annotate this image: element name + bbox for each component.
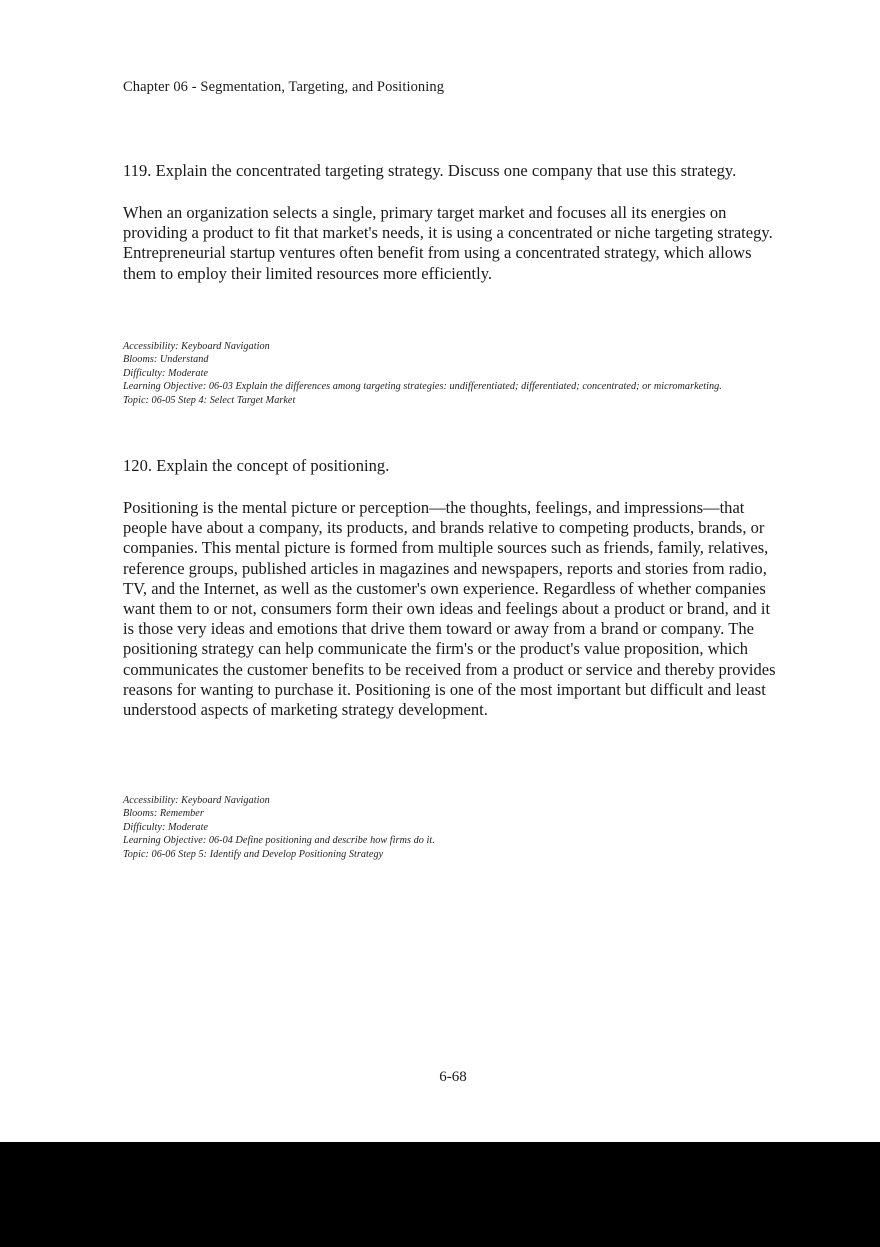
metadata-blooms: Blooms: Remember xyxy=(123,808,204,820)
metadata-blooms: Blooms: Understand xyxy=(123,354,209,366)
question-block-119 xyxy=(123,160,778,284)
metadata-topic: Topic: 06-06 Step 5: Identify and Develop Positioning Strategy xyxy=(123,848,384,860)
metadata-difficulty: Difficulty: Moderate xyxy=(123,821,209,833)
question-text: 119. Explain the concentrated targeting strategy. Discuss one company that use this strategy. xyxy=(123,161,737,180)
question-text: 120. Explain the concept of positioning. xyxy=(123,456,390,475)
page-number: 6-68 xyxy=(439,1069,467,1085)
metadata-block-120 xyxy=(123,794,763,861)
metadata-topic: Topic: 06-05 Step 4: Select Target Market xyxy=(123,394,296,406)
metadata-block-119 xyxy=(123,340,763,407)
answer-text: When an organization selects a single, primary target market and focuses all its energies on providing a product to fit that market's needs, it is using a concentrated or niche targeting strategy. Entrepreneurial startup ventures often benefit from using a concentrated strategy, which allows them to employ their limited resources more efficiently. xyxy=(123,203,773,283)
metadata-accessibility: Accessibility: Keyboard Navigation xyxy=(123,795,270,806)
metadata-difficulty: Difficulty: Moderate xyxy=(123,367,209,379)
metadata-accessibility: Accessibility: Keyboard Navigation xyxy=(123,341,270,352)
answer-text: Positioning is the mental picture or perception—the thoughts, feelings, and impressions—that people have about a company, its products, and brands relative to competing products, brands, or companies. This mental picture is formed from multiple sources such as friends, family, relatives, reference groups, published articles in magazines and newspapers, reports and stories from radio, TV, and the Internet, as well as the customer's own experience. Regardless of whether companies want them to or not, consumers form their own ideas and feelings about a product or brand, and it is those very ideas and emotions that drive them toward or away from a brand or company. The positioning strategy can help communicate the firm's or the product's value proposition, which communicates the customer benefits to be received from a product or service and thereby provides reasons for wanting to purchase it. Positioning is one of the most important but difficult and least understood aspects of marketing strategy development. xyxy=(123,498,776,720)
running-head: Chapter 06 - Segmentation, Targeting, and Positioning xyxy=(123,79,445,95)
question-block-120 xyxy=(123,455,778,720)
metadata-learning-objective: Learning Objective: 06-03 Explain the differences among targeting strategies: undifferentiated; differentiated; concentrated; or micromarketing. xyxy=(123,381,722,393)
metadata-learning-objective: Learning Objective: 06-04 Define positioning and describe how firms do it. xyxy=(123,835,435,847)
bottom-black-band xyxy=(0,1142,880,1247)
